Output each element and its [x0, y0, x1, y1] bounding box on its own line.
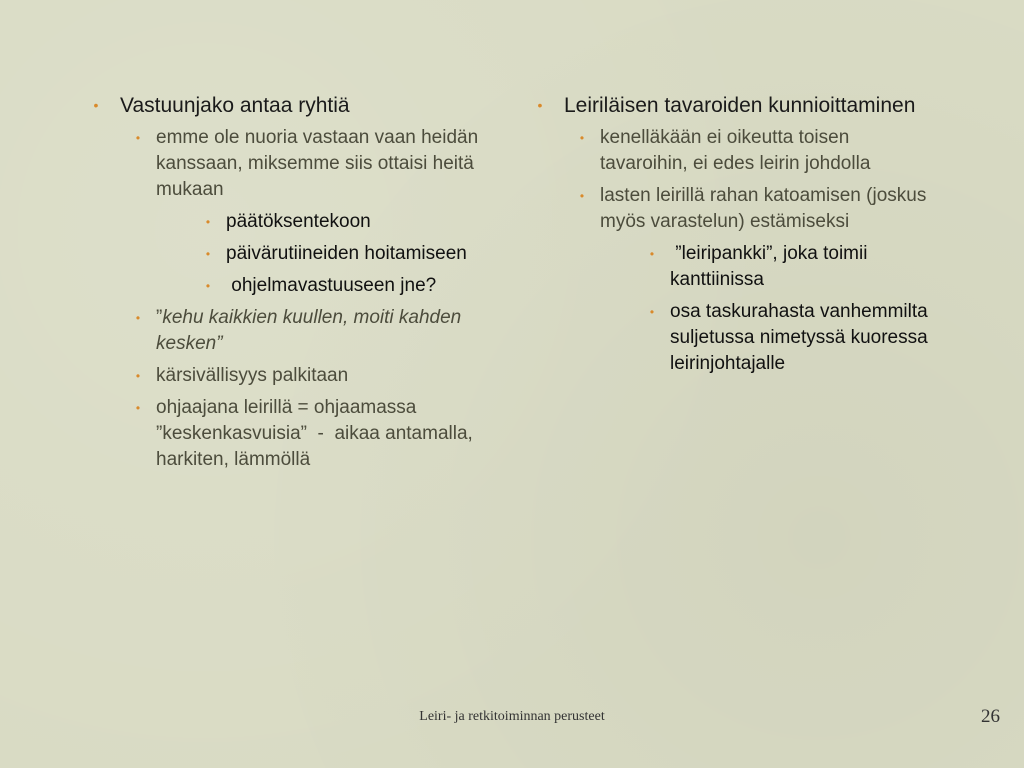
left-item-1-sub-2-text: päivärutiineiden hoitamiseen [226, 243, 467, 264]
page-number: 26 [981, 706, 1000, 727]
left-item-3-text: kärsivällisyys palkitaan [156, 365, 349, 386]
bullet-dot-icon: • [649, 247, 655, 261]
left-sublist [128, 125, 506, 473]
bullet-dot-icon: • [135, 369, 141, 383]
right-item-2-sublist [642, 241, 930, 377]
right-item-2-sub-2 [642, 299, 930, 377]
left-item-4 [128, 395, 506, 473]
left-item-1-text: emme ole nuoria vastaan vaan heidän kanssaan, miksemme siis ottaisi heitä mukaan [156, 127, 479, 200]
right-item-1-text: kenelläkään ei oikeutta toisen tavaroihin, ei edes leirin johdolla [600, 127, 871, 174]
right-list [530, 92, 930, 377]
right-sublist-wrap [530, 125, 930, 377]
right-item-2 [572, 183, 930, 377]
left-heading-item [86, 92, 506, 119]
bullet-dot-icon: • [135, 131, 141, 145]
bullet-dot-icon: • [135, 311, 141, 325]
left-item-1-sub-3 [198, 273, 506, 299]
left-item-2-text: kehu kaikkien kuullen, moiti kahden kesken” [156, 307, 462, 354]
left-item-2 [128, 305, 506, 357]
left-item-4-text: ohjaajana leirillä = ohjaamassa ”keskenkasvuisia” - aikaa antamalla, harkiten, lämmöllä [156, 397, 479, 470]
left-heading-text: Vastuunjako antaa ryhtiä [120, 94, 350, 117]
bullet-dot-icon: • [205, 279, 211, 293]
right-item-2-sub-1-text: ”leiripankki”, joka toimii kanttiinissa [670, 243, 873, 290]
bullet-dot-icon: • [649, 305, 655, 319]
right-column [530, 92, 930, 383]
right-heading-item [530, 92, 930, 119]
left-item-1-sub-2 [198, 241, 506, 267]
right-item-2-sub-2-text: osa taskurahasta vanhemmilta suljetussa nimetyssä kuoressa leirinjohtajalle [670, 301, 928, 374]
bullet-dot-icon: • [579, 189, 585, 203]
bullet-dot-icon: • [135, 401, 141, 415]
bullet-dot-icon: • [579, 131, 585, 145]
bullet-dot-icon: • [537, 97, 543, 113]
right-heading-text: Leiriläisen tavaroiden kunnioittaminen [564, 94, 916, 117]
right-item-2-sub-1 [642, 241, 930, 293]
left-list [86, 92, 506, 473]
left-item-1-sub-1-text: päätöksentekoon [226, 211, 371, 232]
left-item-3 [128, 363, 506, 389]
bullet-dot-icon: • [205, 247, 211, 261]
bullet-dot-icon: • [93, 97, 99, 113]
left-item-1 [128, 125, 506, 299]
left-item-1-sublist [198, 209, 506, 299]
left-item-2-quote: ” [156, 307, 163, 328]
left-column [86, 92, 506, 479]
right-item-1 [572, 125, 930, 177]
bullet-dot-icon: • [205, 215, 211, 229]
left-item-1-sub-1 [198, 209, 506, 235]
left-sublist-wrap [86, 125, 506, 473]
footer-title: Leiri- ja retkitoiminnan perusteet [419, 709, 605, 724]
right-sublist [572, 125, 930, 377]
left-item-1-sub-3-text: ohjelmavastuuseen jne? [226, 275, 437, 296]
right-item-2-text: lasten leirillä rahan katoamisen (joskus myös varastelun) estämiseksi [600, 185, 927, 232]
